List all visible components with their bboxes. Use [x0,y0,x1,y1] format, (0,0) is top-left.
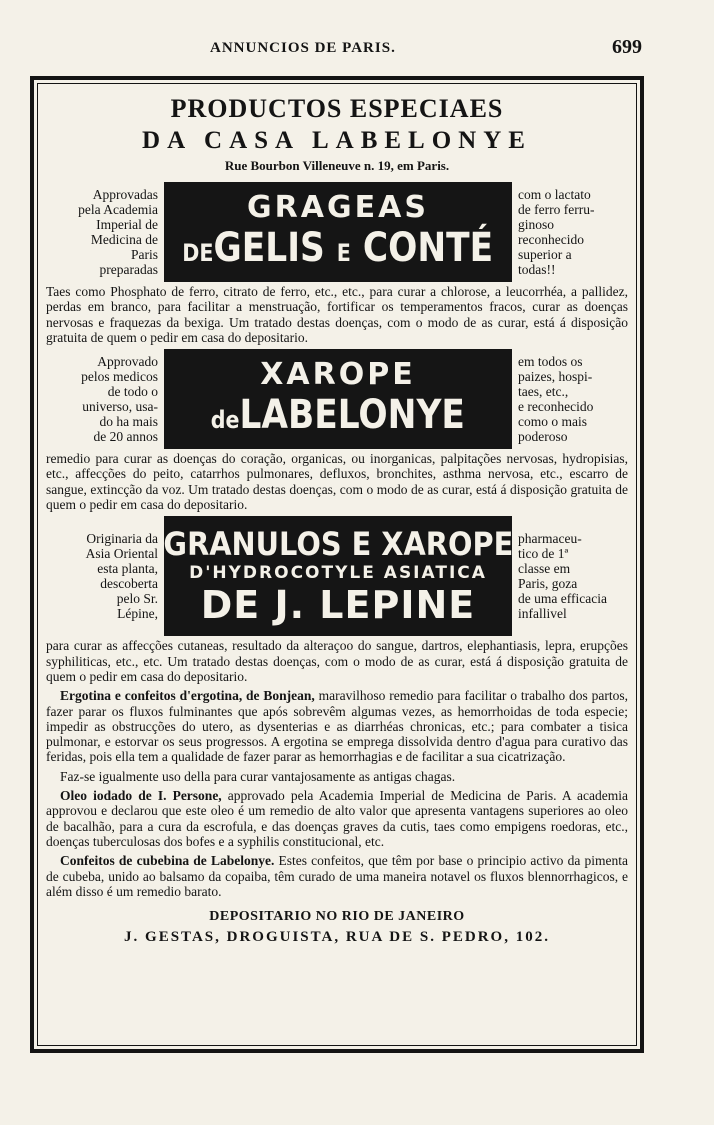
banner-line: GRANULOS E XAROPE [163,525,513,564]
banner-line: GRAGEAS [247,189,429,225]
seller-address: J. GESTAS, DROGUISTA, RUA DE S. PEDRO, 102. [124,929,550,946]
product-right-note: pharmaceu- tico de 1ª classe em Paris, goza de uma efficacia infallivel [518,531,607,622]
paragraph-lead: Confeitos de cubebina de Labelonye. [60,853,275,869]
product-left-note: Approvadas pela Academia Imperial de Medicina de Paris preparadas [78,187,158,277]
product-banner [164,349,512,449]
banner-word: E [337,238,352,267]
product-right-note: com o lactato de ferro ferru- ginoso reconhecido superior a todas!! [518,187,595,277]
product-right-note: em todos os paizes, hospi- taes, etc., e reconhecido como o mais poderoso [518,354,594,445]
banner-word: DE [182,238,214,267]
product-description: remedio para curar as doenças do coração, organicas, ou inorganicas, palpitações nervosas, hydropisias, etc., affecções do peito, catarrhos pulmonares, defluxos, bronchites, asthma nervosa, etc., escarro de sangue, extincção da voz. Um tratado destas doenças, com o modo de as curar, está á disposição gratuita de quem o pedir em casa do depositario. [46,451,628,513]
banner-line [183,226,494,275]
banner-word: CONTÉ [363,224,494,271]
paragraph-cubebina [46,853,628,899]
paragraph-chagas [46,769,628,784]
product-left-note: Originaria da Asia Oriental esta planta, descoberta pelo Sr. Lépine, [85,531,158,622]
depot-heading: DEPOSITARIO NO RIO DE JANEIRO [209,909,465,925]
paragraph-text: approvado pela Academia Imperial de Medicina de Paris. A academia approvou e declarou que este oleo é um remedio de alto valor que apresenta vantagens superiores ao oleo de bacalhão, para a cura da escrofula, e das doenças graves da cutis, taes como empigens roedoras, etc., doenças tuberculosas dos bofes e a syphilis constitucional, etc. [46,788,628,849]
advertisement-frame [30,76,644,1053]
paragraph-text: maravilhoso remedio para facilitar o trabalho dos partos, fazer parar os fluxos fulminantes que após sobrevêm algumas vezes, as hemorrhoidas de toda especie; impedir as obstrucções do utero, as dysenterias e as diarrhéas chronicas, etc.; para combater a tisica pulmonar, e estorvar os seus progressos. A ergotina se emprega dissolvida dentro d'agua para curativo das feridas, pois ella tem a qualidade de fazer parar as hemorrhagias e de facilitar a sua cicatrização. [46,688,628,765]
product-description: para curar as affecções cutaneas, resultado da alteraçoo do sangue, dartros, elephantiasis, lepra, erupções syphiliticas, etc., etc. Um tratado destas doenças, com o modo de as curar, está á disposição gratuita de quem o pedir em casa do depositario. [46,638,628,684]
ad-subtitle: DA CASA LABELONYE [142,127,532,154]
page-number: 699 [612,36,642,58]
banner-word: LABELONYE [239,391,466,438]
banner-line: DE J. LEPINE [200,583,476,628]
product-description: Taes como Phosphato de ferro, citrato de ferro, etc., etc., para curar a chlorose, a leucorrhéa, a pallidez, perdas em branco, para facilitar a menstruação, fortificar os temperamentos fracos, curar as doenças nervosas e fraquezas da bexiga. Um tratado destas doenças, com o modo de as curar, está á disposição gratuita de quem o pedir em casa do depositario. [46,284,628,345]
paragraph-text: Estes confeitos, que têm por base o principio activo da pimenta de cubeba, unido ao balsamo da copaiba, têm curado de uma maneira notavel os fluxos blennorrhagicos, e além disso é um remedio barato. [46,853,628,899]
banner-word: GELIS [213,224,326,271]
product-left-note: Approvado pelos medicos de todo o universo, usa- do ha mais de 20 annos [81,354,158,445]
paragraph-lead: Ergotina e confeitos d'ergotina, de Bonjean, [60,688,315,704]
ad-address: Rue Bourbon Villeneuve n. 19, em Paris. [224,158,450,173]
paragraph-ergotina [46,688,628,764]
running-head: ANNUNCIOS DE PARIS. [210,40,396,56]
product-banner [164,182,512,282]
product-granulos [46,516,628,636]
paragraph-lead: Oleo iodado de I. Persone, [60,788,222,804]
banner-line: D'HYDROCOTYLE ASIATICA [189,563,487,584]
banner-word: de [210,405,240,434]
page-header [30,36,642,64]
ad-title: PRODUCTOS ESPECIAES [170,94,504,123]
paragraph-text: Faz-se igualmente uso della para curar vantajosamente as antigas chagas. [60,768,456,784]
product-banner [164,516,512,636]
banner-line: XAROPE [260,356,416,392]
paragraph-oleo [46,788,628,849]
banner-line [211,393,465,442]
product-xarope [46,349,628,449]
product-grageas [46,182,628,282]
advertisement-body [37,83,637,1046]
